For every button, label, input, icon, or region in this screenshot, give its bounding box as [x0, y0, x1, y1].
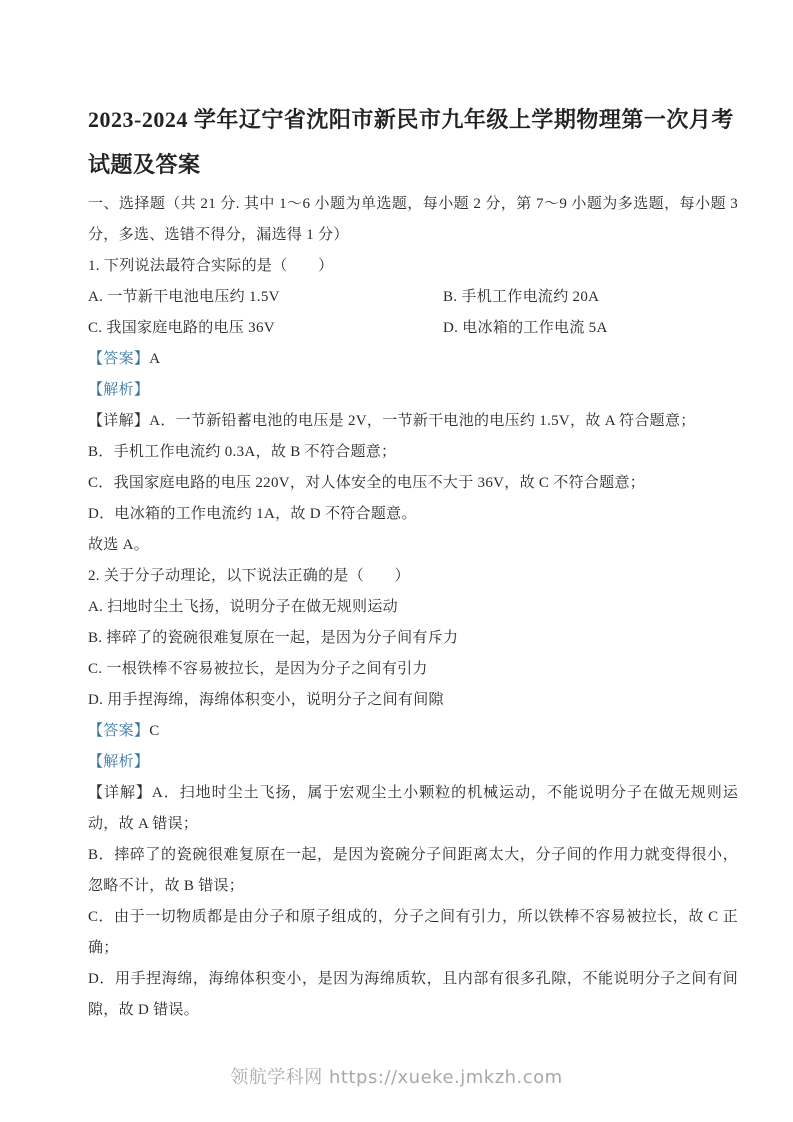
question-2-option-c: C. 一根铁棒不容易被拉长，是因为分子之间有引力 [88, 661, 428, 677]
question-1-option-b: B. 手机工作电流约 20A [443, 289, 600, 305]
question-1-detail-a: 【详解】A．一节新铅蓄电池的电压是 2V，一节新干电池的电压约 1.5V，故 A 符合题意； [88, 413, 696, 429]
question-1-options [88, 282, 738, 344]
question-2-option-b: B. 摔碎了的瓷碗很难复原在一起，是因为分子间有斥力 [88, 630, 459, 646]
page-title: 2023-2024 学年辽宁省沈阳市新民市九年级上学期物理第一次月考试题及答案 [88, 107, 734, 177]
question-1-option-c: C. 我国家庭电路的电压 36V [88, 320, 275, 336]
question-1-detail-b: B．手机工作电流约 0.3A，故 B 不符合题意； [88, 444, 397, 460]
question-2-detail-c: C．由于一切物质都是由分子和原子组成的，分子之间有引力，所以铁棒不容易被拉长，故 C 正确； [88, 909, 738, 956]
question-1-stem: 1. 下列说法最符合实际的是（ ） [88, 258, 334, 274]
question-1-detail-c: C．我国家庭电路的电压 220V，对人体安全的电压不大于 36V，故 C 不符合题意； [88, 475, 646, 491]
question-1-option-a: A. 一节新干电池电压约 1.5V [88, 289, 280, 305]
question-1-option-d: D. 电冰箱的工作电流 5A [443, 320, 608, 336]
question-2-analysis-label: 【解析】 [88, 754, 150, 770]
question-1-analysis-label: 【解析】 [88, 382, 150, 398]
question-2-detail-d: D．用手捏海绵，海绵体积变小，是因为海绵质软，且内部有很多孔隙，不能说明分子之间有间隙，故 D 错误。 [88, 971, 738, 1018]
answer-label: 【答案】 [88, 351, 150, 367]
question-2-detail-b: B．摔碎了的瓷碗很难复原在一起，是因为瓷碗分子间距离太大，分子间的作用力就变得很小，忽略不计，故 B 错误； [88, 847, 738, 894]
question-2-option-d: D. 用手捏海绵，海绵体积变小，说明分子之间有间隙 [88, 692, 444, 708]
question-2-stem: 2. 关于分子动理论，以下说法正确的是（ ） [88, 568, 410, 584]
question-2-detail-a: 【详解】A．扫地时尘土飞扬，属于宏观尘土小颗粒的机械运动，不能说明分子在做无规则运动，故 A 错误； [88, 785, 738, 832]
question-2-answer-line [88, 716, 738, 747]
question-2-answer-value: C [149, 723, 160, 739]
footer-watermark: 领航学科网 https://xueke.jmkzh.com [230, 1067, 563, 1088]
question-1-answer-line [88, 344, 738, 375]
question-1-conclusion: 故选 A。 [88, 537, 150, 553]
question-1-answer-value: A [149, 351, 161, 367]
answer-label: 【答案】 [88, 723, 150, 739]
section-intro: 一、选择题（共 21 分. 其中 1～6 小题为单选题，每小题 2 分，第 7～9 小题为多选题，每小题 3 分，多选、选错不得分，漏选得 1 分） [88, 196, 738, 243]
question-2-option-a: A. 扫地时尘土飞扬，说明分子在做无规则运动 [88, 599, 398, 615]
question-1-detail-d: D．电冰箱的工作电流约 1A，故 D 不符合题意。 [88, 506, 417, 522]
